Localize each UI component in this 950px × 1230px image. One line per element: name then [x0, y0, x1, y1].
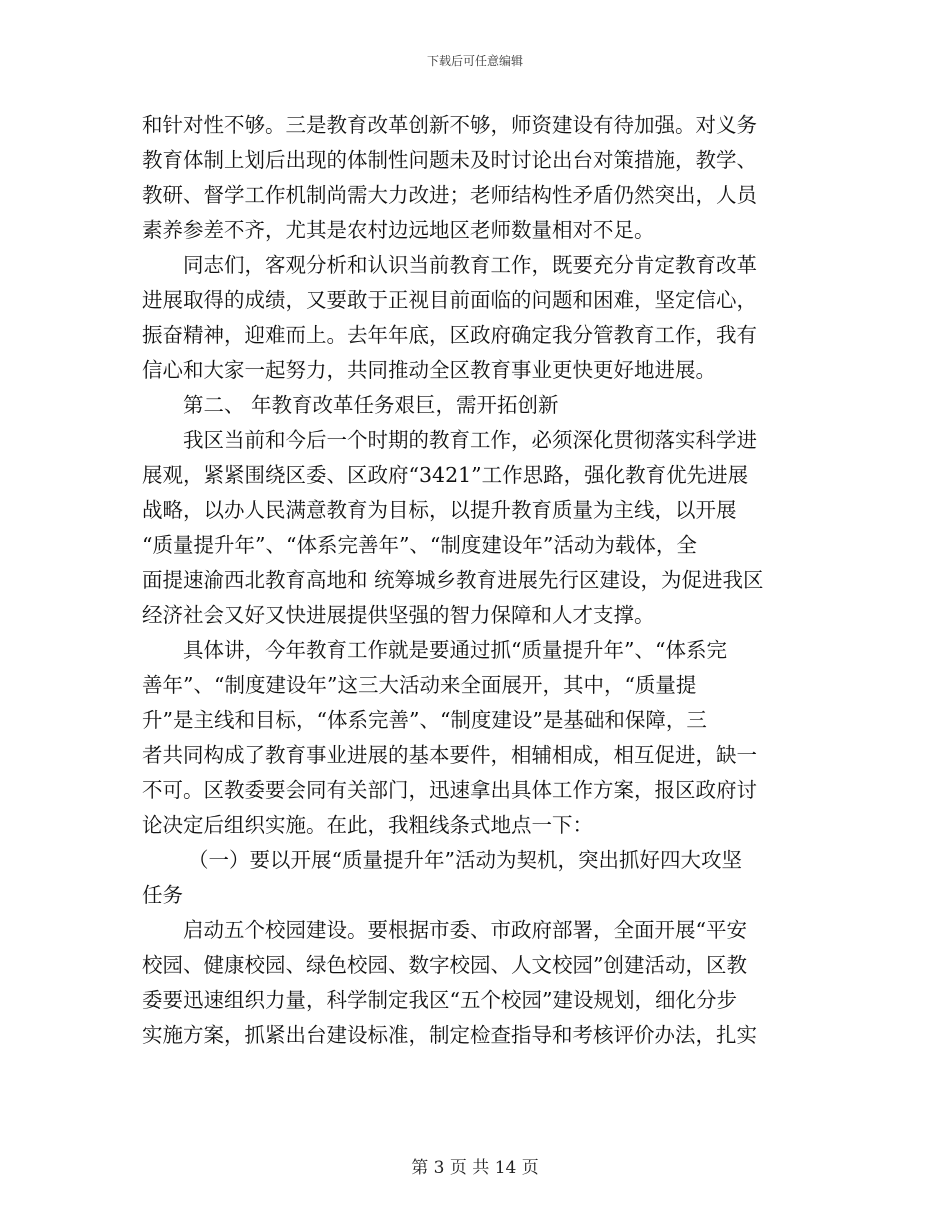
paragraph-start-line: 同志们，客观分析和认识当前教育工作，既要充分肯定教育改革	[183, 253, 757, 277]
text-line: 进展取得的成绩，又要敢于正视目前面临的问题和困难，坚定信心，	[142, 288, 757, 312]
text-line: 善年”、“制度建设年”这三大活动来全面展开，其中，“质量提	[142, 673, 697, 697]
paragraph-start-line: 启动五个校园建设。要根据市委、市政府部署，全面开展“平安	[183, 918, 747, 942]
text-line: 者共同构成了教育事业进展的基本要件，相辅相成，相互促进，缺一	[142, 743, 757, 767]
text-line: 教育体制上划后出现的体制性问题未及时讨论出台对策措施，教学、	[142, 148, 757, 172]
text-line: 不可。区教委要会同有关部门，迅速拿出具体工作方案，报区政府讨	[142, 778, 757, 802]
paragraph-start-line: 我区当前和今后一个时期的教育工作，必须深化贯彻落实科学进	[183, 428, 757, 452]
page-number-footer: 第 3 页 共 14 页	[411, 1158, 539, 1178]
page-header: 下载后可任意编辑	[426, 54, 523, 68]
text-line: 振奋精神，迎难而上。去年年底，区政府确定我分管教育工作，我有	[142, 323, 757, 347]
text-line: 战略，以办人民满意教育为目标，以提升教育质量为主线，以开展	[142, 498, 737, 522]
text-line: 展观，紧紧围绕区委、区政府“3421”工作思路，强化教育优先进展	[142, 463, 749, 487]
text-line: 素养参差不齐，尤其是农村边远地区老师数量相对不足。	[142, 218, 655, 242]
text-line: 经济社会又好又快进展提供坚强的智力保障和人才支撑。	[142, 603, 655, 627]
text-line: “质量提升年”、“体系完善年”、“制度建设年”活动为载体，全	[142, 533, 697, 557]
section-heading: 第二、 年教育改革任务艰巨，需开拓创新	[183, 393, 559, 417]
text-line: 委要迅速组织力量，科学制定我区“五个校园”建设规划，细化分步	[142, 988, 737, 1012]
subsection-heading: （一）要以开展“质量提升年”活动为契机，突出抓好四大攻坚	[188, 848, 742, 872]
paragraph-start-line: 具体讲，今年教育工作就是要通过抓“质量提升年”、“体系完	[183, 638, 727, 662]
text-line: 实施方案，抓紧出台建设标准，制定检查指导和考核评价办法，扎实	[142, 1023, 757, 1047]
text-line: 信心和大家一起努力，共同推动全区教育事业更快更好地进展。	[142, 358, 716, 382]
text-line: 和针对性不够。三是教育改革创新不够，师资建设有待加强。对义务	[142, 113, 757, 137]
text-line: 教研、督学工作机制尚需大力改进；老师结构性矛盾仍然突出，人员	[142, 183, 757, 207]
text-line: 校园、健康校园、绿色校园、数字校园、人文校园”创建活动，区教	[142, 953, 747, 977]
text-line: 论决定后组织实施。在此，我粗线条式地点一下：	[142, 813, 593, 837]
document-body	[142, 108, 802, 1053]
text-line: 升”是主线和目标，“体系完善”、“制度建设”是基础和保障，三	[142, 708, 707, 732]
subsection-heading-continued: 任务	[142, 883, 183, 907]
text-line: 面提速渝西北教育高地和 统筹城乡教育进展先行区建设，为促进我区	[142, 568, 764, 592]
